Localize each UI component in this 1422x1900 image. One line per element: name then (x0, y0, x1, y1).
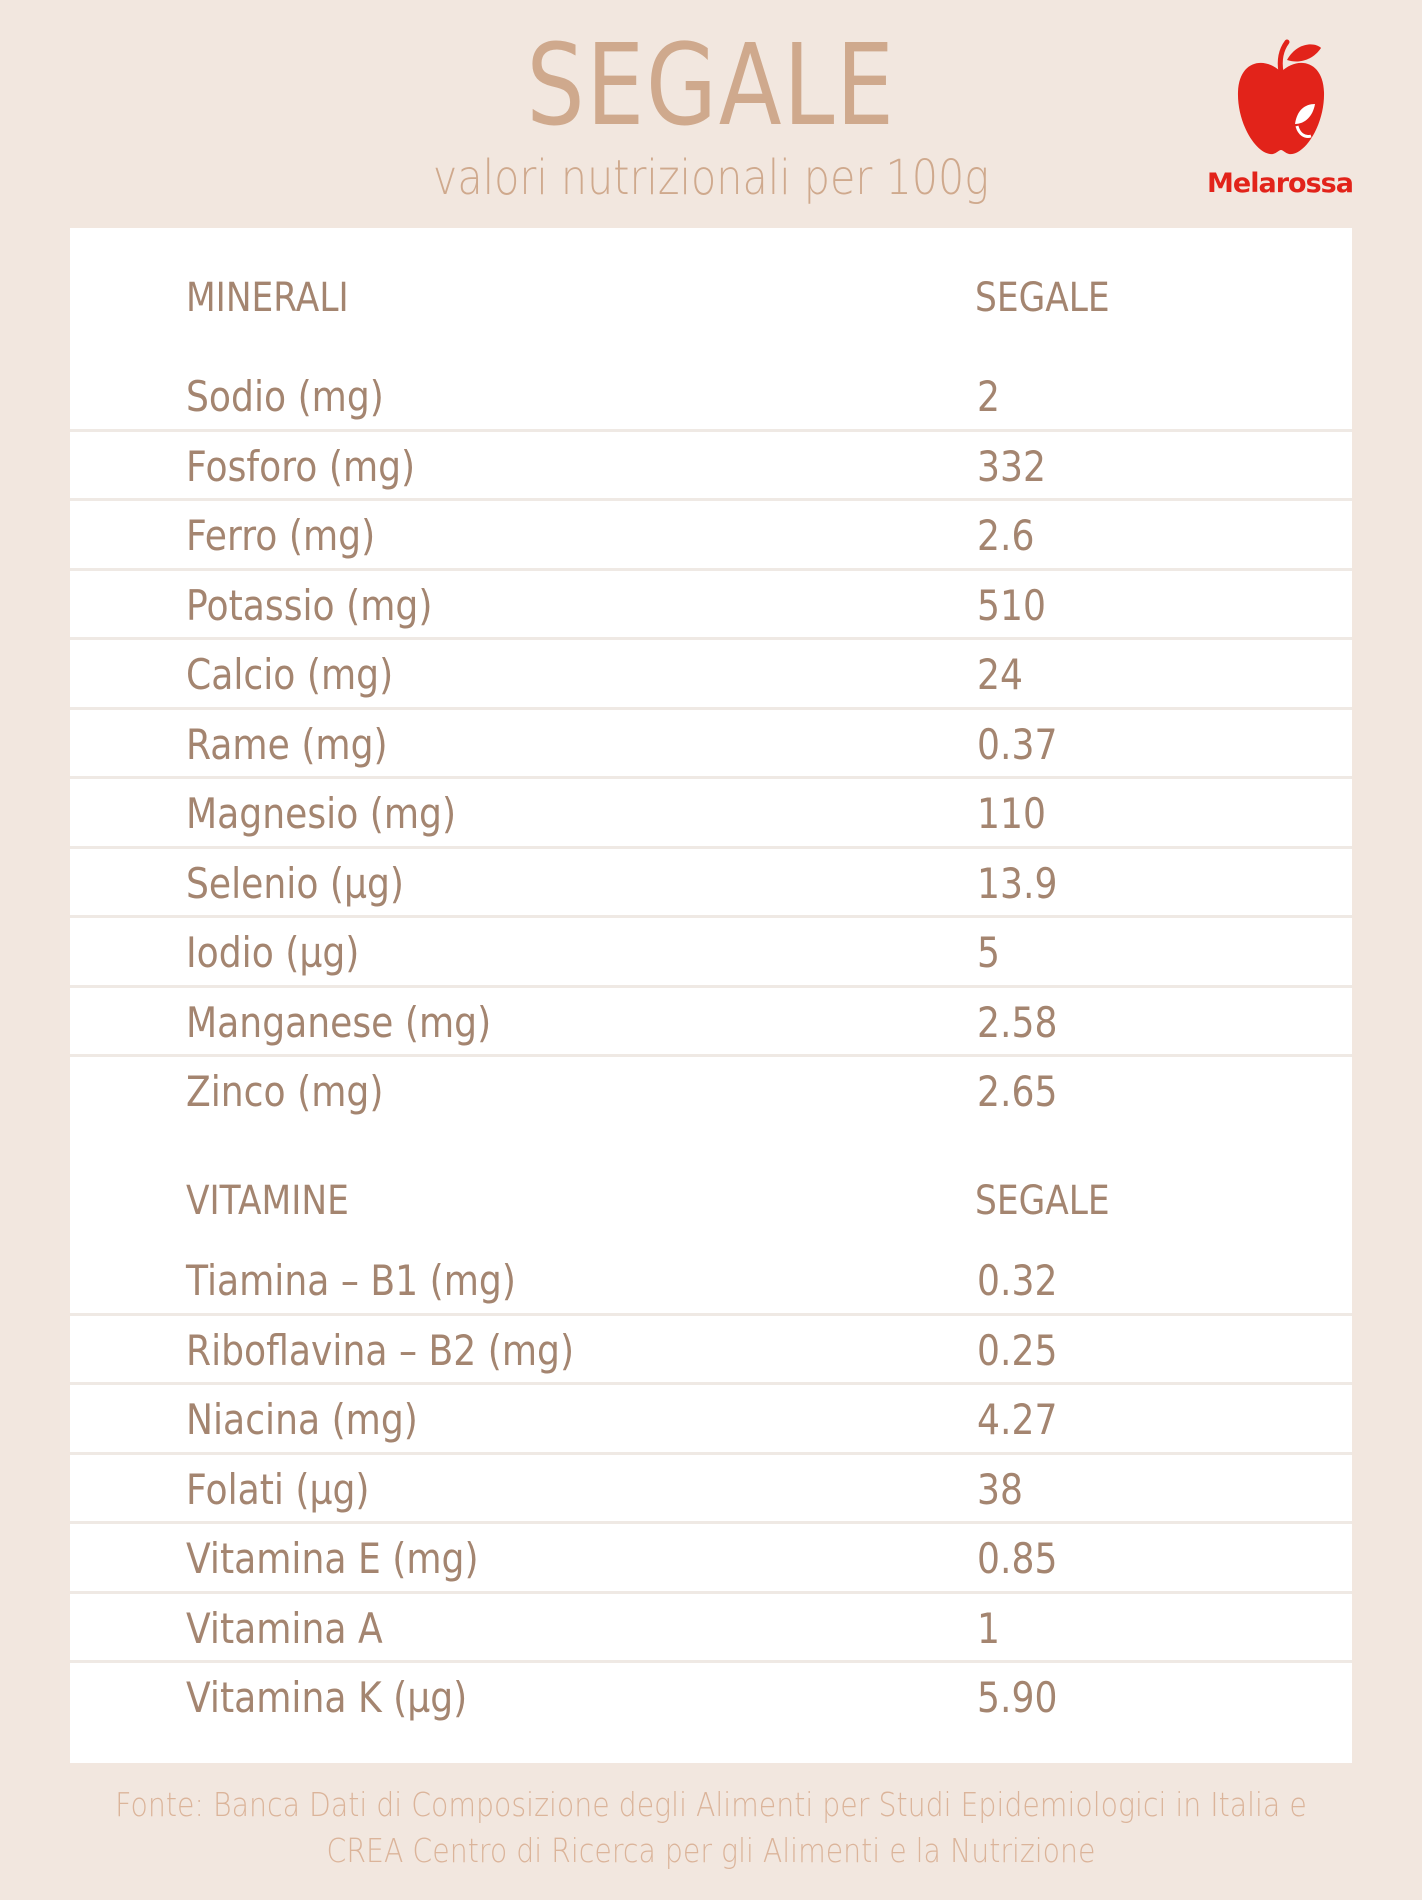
table-row (70, 571, 1352, 641)
row-value: 5.90 (977, 1673, 1058, 1722)
row-value: 332 (977, 441, 1046, 491)
row-label: Fosforo (mg) (186, 441, 416, 491)
column-header: SEGALE (975, 1178, 1110, 1224)
source-note (0, 1782, 1422, 1874)
page-title: SEGALE (526, 21, 896, 151)
table-row (70, 779, 1352, 849)
row-label: Magnesio (mg) (186, 789, 457, 838)
row-label: Niacina (mg) (186, 1395, 418, 1444)
row-label: Calcio (mg) (186, 650, 394, 699)
table-row (70, 362, 1352, 432)
section-label: MINERALI (186, 275, 349, 321)
apple-icon (1235, 38, 1327, 160)
row-label: Vitamina A (186, 1603, 383, 1653)
table-row (70, 1524, 1352, 1594)
row-value: 1 (977, 1603, 1000, 1653)
row-value: 38 (977, 1464, 1023, 1514)
vitamine-rows (70, 1246, 1352, 1733)
row-value: 0.32 (977, 1256, 1058, 1305)
table-row (70, 1385, 1352, 1455)
row-value: 0.25 (977, 1325, 1058, 1375)
row-label: Potassio (mg) (186, 580, 433, 630)
nutrition-table-card (70, 228, 1352, 1763)
row-value: 2.6 (977, 511, 1035, 560)
row-label: Tiamina – B1 (mg) (186, 1256, 516, 1305)
table-row (70, 1057, 1352, 1127)
row-value: 510 (977, 580, 1046, 630)
table-row (70, 710, 1352, 780)
row-value: 4.27 (977, 1395, 1058, 1444)
row-label: Sodio (mg) (186, 372, 384, 421)
row-label: Riboflavina – B2 (mg) (186, 1325, 575, 1375)
minerali-header (70, 268, 1352, 328)
table-row (70, 1246, 1352, 1316)
row-value: 0.85 (977, 1534, 1058, 1583)
source-line-2: CREA Centro di Ricerca per gli Alimenti e la Nutrizione (326, 1831, 1096, 1870)
column-header: SEGALE (975, 275, 1110, 321)
vitamine-header (70, 1171, 1352, 1231)
page-subtitle: valori nutrizionali per 100g (432, 150, 990, 206)
table-row (70, 1455, 1352, 1525)
row-label: Ferro (mg) (186, 511, 376, 560)
row-label: Folati (µg) (186, 1464, 370, 1514)
row-value: 2.58 (977, 997, 1058, 1047)
table-row (70, 849, 1352, 919)
row-value: 2.65 (977, 1067, 1058, 1116)
row-label: Zinco (mg) (186, 1067, 384, 1116)
row-value: 0.37 (977, 719, 1058, 769)
table-row (70, 432, 1352, 502)
table-row (70, 1594, 1352, 1664)
row-label: Vitamina K (µg) (186, 1673, 468, 1722)
table-row (70, 640, 1352, 710)
row-label: Manganese (mg) (186, 997, 492, 1047)
row-value: 24 (977, 650, 1023, 699)
brand-logo (1205, 38, 1355, 203)
row-label: Rame (mg) (186, 719, 388, 769)
brand-name: Melarossa (1207, 168, 1353, 199)
minerali-rows (70, 362, 1352, 1127)
row-value: 110 (977, 789, 1046, 838)
table-row (70, 501, 1352, 571)
row-value: 5 (977, 928, 1000, 977)
table-row (70, 1316, 1352, 1386)
source-line-1: Fonte: Banca Dati di Composizione degli Alimenti per Studi Epidemiologici in Italia e (115, 1785, 1307, 1824)
table-row (70, 1663, 1352, 1733)
table-row (70, 918, 1352, 988)
section-label: VITAMINE (186, 1178, 349, 1224)
row-label: Iodio (µg) (186, 928, 360, 977)
table-row (70, 988, 1352, 1058)
row-value: 13.9 (977, 858, 1058, 908)
row-label: Vitamina E (mg) (186, 1534, 479, 1583)
row-value: 2 (977, 372, 1000, 421)
row-label: Selenio (µg) (186, 858, 405, 908)
